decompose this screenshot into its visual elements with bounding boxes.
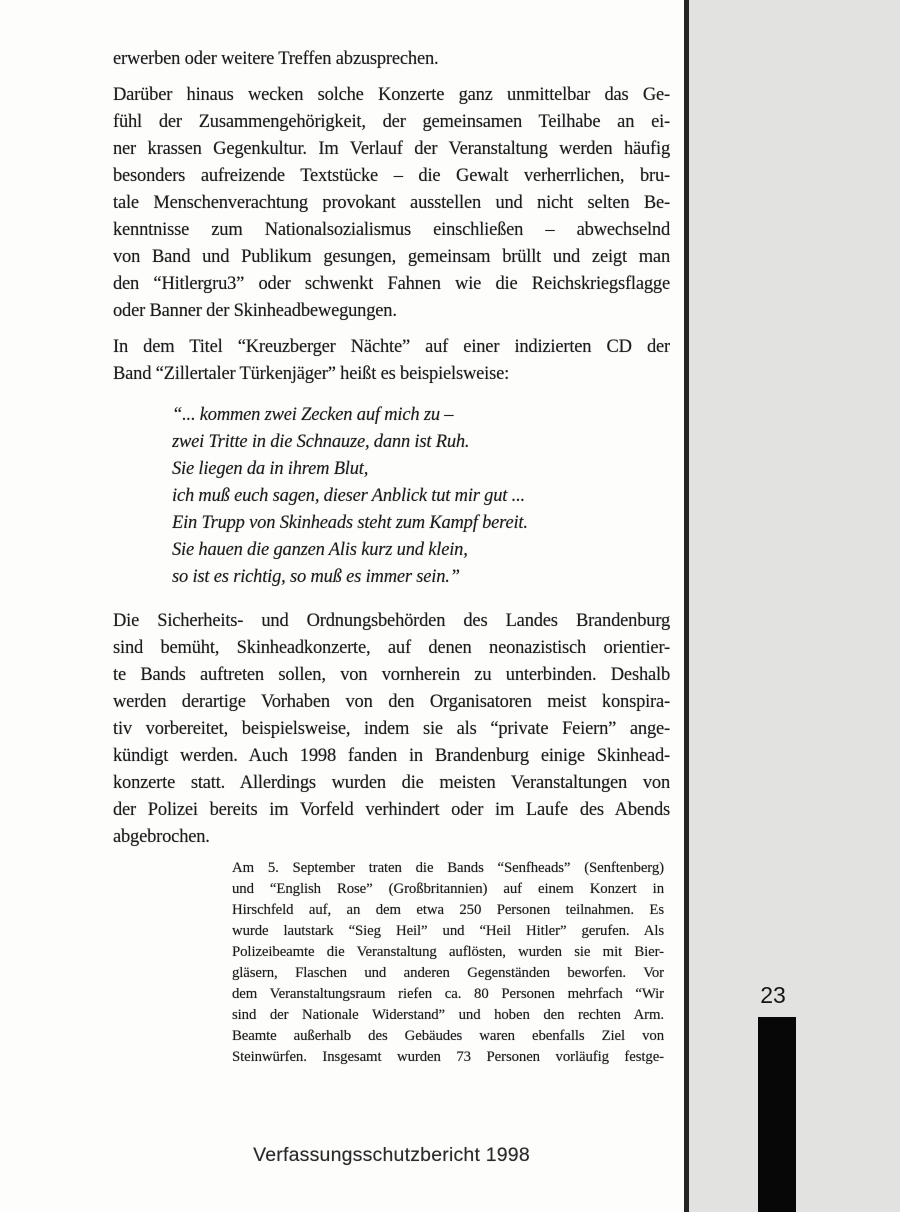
text-column — [113, 46, 670, 1068]
text-line: Polizeibeamte die Veranstaltung auflösten, wurden sie mit Bier- — [232, 944, 664, 960]
page-footer: Verfassungsschutzbericht 1998 — [253, 1144, 530, 1166]
paragraph-cd-title — [113, 334, 670, 388]
paragraph-intro-continued — [113, 46, 670, 73]
text-line: kenntnisse zum Nationalsozialismus einschließen – abwechselnd — [113, 220, 670, 240]
text-line: zwei Tritte in die Schnauze, dann ist Ruh. — [172, 432, 470, 452]
text-line: Steinwürfen. Insgesamt wurden 73 Personen vorläufig festge- — [232, 1049, 664, 1065]
text-line: den “Hitlergru3” oder schwenkt Fahnen wie die Reichskriegsflagge — [113, 274, 670, 294]
text-line: und “English Rose” (Großbritannien) auf einem Konzert in — [232, 881, 664, 897]
text-line: Ein Trupp von Skinheads steht zum Kampf bereit. — [172, 513, 528, 533]
text-line: Beamte außerhalb des Gebäudes waren ebenfalls Ziel von — [232, 1028, 664, 1044]
text-line: werden derartige Vorhaben von den Organisatoren meist konspira- — [113, 692, 670, 712]
right-margin — [689, 0, 900, 1212]
text-line: fühl der Zusammengehörigkeit, der gemeinsamen Teilhabe an ei- — [113, 112, 670, 132]
text-line: tiv vorbereitet, beispielsweise, indem sie als “private Feiern” ange- — [113, 719, 670, 739]
text-line: Hirschfeld auf, an dem etwa 250 Personen teilnahmen. Es — [232, 902, 664, 918]
text-line: “... kommen zwei Zecken auf mich zu – — [172, 405, 454, 425]
paragraph-concerts — [113, 82, 670, 325]
text-line: ich muß euch sagen, dieser Anblick tut mir gut ... — [172, 486, 525, 506]
text-line: wurde lautstark “Sieg Heil” und “Heil Hitler” gerufen. Als — [232, 923, 664, 939]
case-note — [232, 858, 664, 1068]
text-line: Sie liegen da in ihrem Blut, — [172, 459, 369, 479]
lyrics-quote — [172, 402, 670, 591]
text-line: oder Banner der Skinheadbewegungen. — [113, 301, 397, 321]
paragraph-authorities — [113, 608, 670, 851]
text-line: Darüber hinaus wecken solche Konzerte ganz unmittelbar das Ge- — [113, 85, 670, 105]
text-line: erwerben oder weitere Treffen abzusprechen. — [113, 49, 439, 69]
text-line: abgebrochen. — [113, 827, 210, 847]
text-line: sind der Nationale Widerstand” und hoben den rechten Arm. — [232, 1007, 664, 1023]
text-line: konzerte statt. Allerdings wurden die meisten Veranstaltungen von — [113, 773, 670, 793]
text-line: Die Sicherheits- und Ordnungsbehörden des Landes Brandenburg — [113, 611, 670, 631]
text-line: In dem Titel “Kreuzberger Nächte” auf einer indizierten CD der — [113, 337, 670, 357]
page-number: 23 — [760, 982, 786, 1008]
text-line: der Polizei bereits im Vorfeld verhindert oder im Laufe des Abends — [113, 800, 670, 820]
text-line: besonders aufreizende Textstücke – die Gewalt verherrlichen, bru- — [113, 166, 670, 186]
text-line: ner krassen Gegenkultur. Im Verlauf der Veranstaltung werden häufig — [113, 139, 670, 159]
text-line: sind bemüht, Skinheadkonzerte, auf denen neonazistisch orientier- — [113, 638, 670, 658]
text-line: te Bands auftreten sollen, von vornherein zu unterbinden. Deshalb — [113, 665, 670, 685]
text-line: Band “Zillertaler Türkenjäger” heißt es beispielsweise: — [113, 364, 510, 384]
text-line: dem Veranstaltungsraum riefen ca. 80 Personen mehrfach “Wir — [232, 986, 664, 1002]
text-line: tale Menschenverachtung provokant ausstellen und nicht selten Be- — [113, 193, 670, 213]
text-line: Sie hauen die ganzen Alis kurz und klein, — [172, 540, 468, 560]
text-line: von Band und Publikum gesungen, gemeinsam brüllt und zeigt man — [113, 247, 670, 267]
text-line: gläsern, Flaschen und anderen Gegenständen beworfen. Vor — [232, 965, 664, 981]
text-line: so ist es richtig, so muß es immer sein.” — [172, 567, 460, 587]
thumb-index-bar — [758, 1017, 796, 1212]
text-line: Am 5. September traten die Bands “Senfheads” (Senftenberg) — [232, 860, 664, 876]
text-line: kündigt werden. Auch 1998 fanden in Brandenburg einige Skinhead- — [113, 746, 670, 766]
